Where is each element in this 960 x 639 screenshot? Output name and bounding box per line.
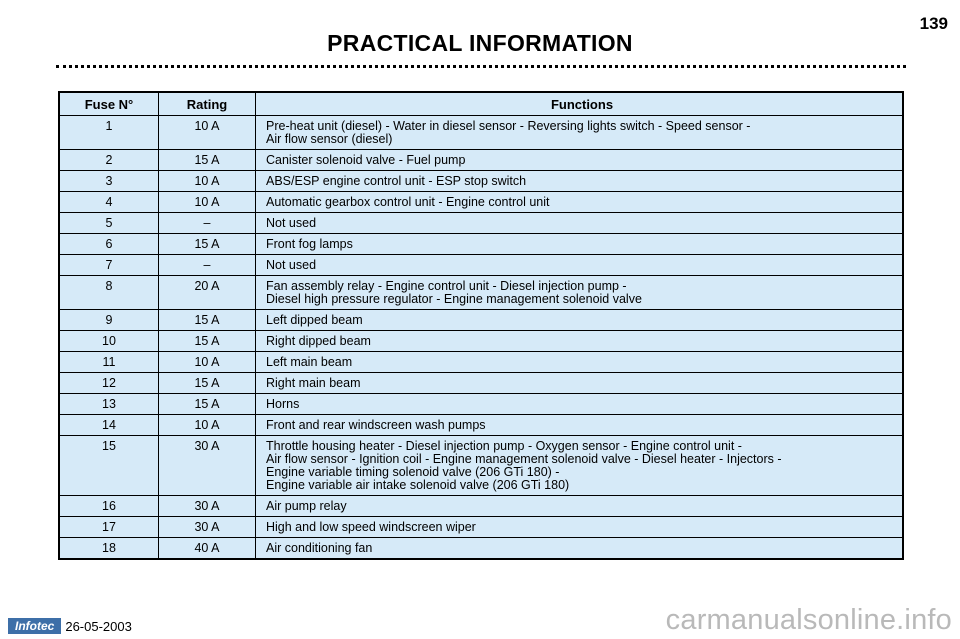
fuse-number: 3 [59,171,159,192]
function-line: Air flow sensor (diesel) [266,132,393,146]
function-line: Right dipped beam [266,334,371,348]
column-header-functions: Functions [256,92,904,116]
fuse-functions [256,213,904,234]
function-line: Fan assembly relay - Engine control unit - Diesel injection pump - [266,279,627,293]
table-row [59,310,903,331]
dotted-divider [56,65,906,68]
function-line: Diesel high pressure regulator - Engine management solenoid valve [266,292,642,306]
footer [8,618,132,634]
table-row [59,394,903,415]
function-line: Left dipped beam [266,313,363,327]
table-row [59,171,903,192]
fuse-functions [256,352,904,373]
fuse-functions [256,234,904,255]
function-line: Front fog lamps [266,237,353,251]
fuse-functions [256,496,904,517]
table-row [59,517,903,538]
fuse-rating: 30 A [159,517,256,538]
function-line: Air conditioning fan [266,541,373,555]
fuse-number: 1 [59,116,159,150]
fuse-functions [256,373,904,394]
fuse-rating: 30 A [159,436,256,496]
fuse-functions [256,116,904,150]
fuse-rating: – [159,213,256,234]
fuse-rating: 10 A [159,171,256,192]
fuse-functions [256,415,904,436]
function-line: Air flow sensor - Ignition coil - Engine management solenoid valve - Diesel heater - Injectors - [266,452,782,466]
table-row [59,192,903,213]
fuse-functions [256,150,904,171]
table-row [59,255,903,276]
fuse-number: 16 [59,496,159,517]
column-header-fuse: Fuse N° [59,92,159,116]
function-line: High and low speed windscreen wiper [266,520,476,534]
function-line: ABS/ESP engine control unit - ESP stop switch [266,174,527,188]
watermark: carmanualsonline.info [665,604,952,636]
function-line: Front and rear windscreen wash pumps [266,418,486,432]
fuse-number: 17 [59,517,159,538]
fuse-rating: 10 A [159,352,256,373]
fuse-number: 13 [59,394,159,415]
fuse-rating: 20 A [159,276,256,310]
fuse-number: 15 [59,436,159,496]
fuse-number: 4 [59,192,159,213]
fuse-number: 5 [59,213,159,234]
table-row [59,116,903,150]
table-row [59,331,903,352]
infotec-logo: Infotec [8,618,61,634]
fuse-number: 11 [59,352,159,373]
fuse-functions [256,436,904,496]
fuse-functions [256,394,904,415]
fuse-rating: 15 A [159,310,256,331]
function-line: Not used [266,216,317,230]
fuse-functions [256,255,904,276]
fuse-rating: 15 A [159,373,256,394]
table-row [59,213,903,234]
function-line: Engine variable air intake solenoid valve (206 GTi 180) [266,478,570,492]
function-line: Pre-heat unit (diesel) - Water in diesel sensor - Reversing lights switch - Speed sensor - [266,119,751,133]
footer-date: 26-05-2003 [65,618,132,634]
function-line: Throttle housing heater - Diesel injection pump - Oxygen sensor - Engine control unit - [266,439,742,453]
function-line: Horns [266,397,300,411]
table-row [59,276,903,310]
fuse-number: 2 [59,150,159,171]
fuse-functions [256,310,904,331]
fuse-functions [256,517,904,538]
fuse-rating: 10 A [159,415,256,436]
table-row [59,234,903,255]
fuse-functions [256,276,904,310]
fuse-number: 9 [59,310,159,331]
fuse-number: 6 [59,234,159,255]
page-number: 139 [919,14,948,33]
table-row [59,436,903,496]
fuse-rating: 15 A [159,150,256,171]
table-row [59,373,903,394]
column-header-rating: Rating [159,92,256,116]
fuse-rating: 15 A [159,331,256,352]
table-row [59,538,903,560]
fuse-rating: 15 A [159,394,256,415]
fuse-rating: 40 A [159,538,256,560]
fuse-number: 14 [59,415,159,436]
function-line: Right main beam [266,376,361,390]
function-line: Engine variable timing solenoid valve (206 GTi 180) - [266,465,560,479]
fuse-functions [256,538,904,560]
function-line: Not used [266,258,317,272]
fuse-number: 12 [59,373,159,394]
table-header-row [59,92,903,116]
table-row [59,150,903,171]
fuse-functions [256,192,904,213]
fuse-number: 8 [59,276,159,310]
function-line: Automatic gearbox control unit - Engine control unit [266,195,550,209]
fuse-rating: 30 A [159,496,256,517]
page-title: PRACTICAL INFORMATION [327,30,633,56]
fuse-table-body [59,116,903,560]
fuse-functions [256,171,904,192]
function-line: Air pump relay [266,499,347,513]
table-row [59,352,903,373]
fuse-rating: 15 A [159,234,256,255]
fuse-rating: 10 A [159,116,256,150]
fuse-functions [256,331,904,352]
table-row [59,496,903,517]
fuse-rating: – [159,255,256,276]
fuse-number: 7 [59,255,159,276]
fuse-table [58,91,904,560]
fuse-number: 18 [59,538,159,560]
table-row [59,415,903,436]
function-line: Left main beam [266,355,353,369]
fuse-number: 10 [59,331,159,352]
function-line: Canister solenoid valve - Fuel pump [266,153,466,167]
fuse-rating: 10 A [159,192,256,213]
